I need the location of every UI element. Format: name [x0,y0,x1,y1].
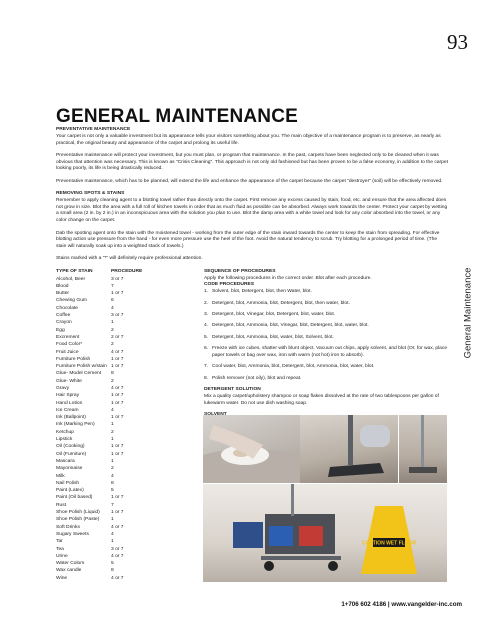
stain-procedure: 1 or 7 [111,510,124,516]
detergent-heading: DETERGENT SOLUTION [204,387,261,393]
stain-type: Glue- White [56,378,82,384]
stain-procedure: 1 or 7 [111,495,124,501]
stain-procedure: 1 [111,320,114,326]
code-list [204,289,450,382]
stain-table-row [56,516,184,523]
vacuum-illustration [300,415,398,483]
wet-floor-sign-text: CAUTION WET FLOOR [361,540,417,547]
stain-type: Ketchup [56,429,74,435]
stain-table-row [56,407,184,414]
stain-procedure: 3 or 7 [111,546,124,552]
stain-type: Chewing Gum [56,298,87,304]
stain-procedure: 1 [111,458,114,464]
preventative-paragraph-1: Your carpet is not only a valuable investment but its appearance tells your visitors something about you. The main objective of a maintenance program is to preserve, as nearly as practical, the original beauty and appearance of the carpet and prolong its useful life. [56,133,441,146]
stain-table-row [56,414,184,421]
removing-heading: REMOVING SPOTS & STAINS [56,191,125,197]
stain-table-row [56,385,184,392]
stain-procedure: 1 or 7 [111,356,124,362]
stain-procedure: 1 or 7 [111,364,124,370]
removing-paragraph-1: Remember to apply cleaning agent to a blotting towel rather than directly onto the carpet. First remove any excess caused by stain, food, etc. and ensure that the area affected does not grow in size. Blot the area with a full roll of kitchen towels in order that as much fluid as possible can be absorbed. Always work towards the center. Protect your carpet by wetting a small area (2 in. by 2 in.) in an inconspicuous area with the solution you plan to use. Blot the damp area with a white towel and look for any color absorbed into the towel, or any color change on the carpet. [56,197,448,224]
stain-table-row [56,429,184,436]
stain-type: Ink (Marking Pen) [56,422,95,428]
code-number: 6. [204,346,209,352]
stain-table-row [56,327,184,334]
stain-type: Crayon [56,320,72,326]
stain-type: Tea [56,546,64,552]
stain-procedure: 1 or 7 [111,451,124,457]
code-number: 1. [204,289,209,295]
stain-procedure: 6 [111,298,114,304]
stain-type: Sugary Sweets [56,531,89,537]
code-text: Cool water, blot, Ammonia, blot, Detergent, blot, Ammonia, blot, water, blot. [212,364,375,370]
stain-type: Wax candle [56,568,82,574]
stain-type: Butter [56,291,70,297]
stain-type: Lipstick [56,437,73,443]
stain-type: Excrement [56,334,80,340]
stain-procedure: 1 [111,437,114,443]
stain-type: Shoe Polish (Paste) [56,517,100,523]
stain-type: Blood [56,283,69,289]
stain-type: Wine [56,575,68,581]
stain-table-row [56,319,184,326]
stain-type: Hand Lotion [56,400,83,406]
stain-table-row [56,443,184,450]
photo-stain-wiping [203,415,301,483]
stain-procedure: 4 [111,531,114,537]
stain-procedure: 8 [111,568,114,574]
stain-table-row [56,524,184,531]
stain-procedure: 2 [111,429,114,435]
wiping-illustration [203,415,301,483]
stain-table-row [56,509,184,516]
stain-table-row [56,546,184,553]
stain-type: Alcohol, Beer [56,276,86,282]
code-item [204,312,450,319]
code-item [204,364,450,371]
stain-table-row [56,349,184,356]
stain-type: Tar [56,539,63,545]
stain-table-row [56,356,184,363]
code-item [204,289,450,296]
stain-procedure: 4 or 7 [111,575,124,581]
stain-type: Fruit Juice [56,349,79,355]
stain-type: Furniture Polish [56,356,91,362]
removing-paragraph-2: Dab the spotting agent onto the stain with the moistened towel - working from the outer edge of the stain inward towards the center to keep the stain from spreading. For effective blotting action use pressure from the hand - for even more pressure use the heel of the foot. Avoid the natural tendency to scrub. Try blotting for a prolonged period of time. (The stain will naturally soak up into a weighted stack of towels.) [56,230,440,250]
sequence-heading: SEQUENCE OF PROCEDURES [204,268,276,274]
stain-table-row [56,370,184,377]
stain-procedure: 1 [111,517,114,523]
stain-table-header [56,269,184,276]
detergent-text: Mix a quality carpet/upholstery shampoo or soap flakes dissolved at the rate of two tablespoons per gallon of lukewarm water. Do not use dish washing soap. [204,393,439,406]
cleaning-cart-illustration [203,484,447,582]
stain-table-row [56,400,184,407]
stain-procedure: 2 [111,378,114,384]
stain-type: Mayonnaise [56,466,83,472]
header-procedure: PROCEDURE [111,268,143,274]
stain-type: Ice Cream [56,407,79,413]
stain-type: Food Color* [56,342,83,348]
code-text: Detergent, blot, Vinegar, blot, Detergent, blot, water, blot. [212,311,336,317]
stain-type: Furniture Polish w/stain [56,364,107,370]
stain-procedure: 8 [111,371,114,377]
stain-procedure: 1 [111,422,114,428]
stain-type: Nail Polish [56,480,80,486]
stain-procedure: 1 or 7 [111,291,124,297]
code-number: 2. [204,300,209,306]
stain-type: Gravy [56,386,70,391]
stain-table-row [56,465,184,472]
stain-procedure: 4 [111,473,114,479]
stain-table-row [56,436,184,443]
stain-table-row [56,290,184,297]
code-text: Detergent, blot, Ammonia, blot, Detergent, blot, then water, blot. [212,300,350,306]
code-item [204,301,450,308]
stain-table-row [56,451,184,458]
code-text: Detergent, blot, Ammonia, blot, Vinegar, blot, Detergent, blot, water, blot. [212,323,369,329]
stain-type: Chocolate [56,305,79,311]
stain-table-row [56,392,184,399]
photo-floor-mop [399,415,447,483]
stain-table-rows [56,276,184,582]
header-type-of-stain: TYPE OF STAIN [56,268,93,274]
sequence-of-procedures [204,269,450,426]
code-text: Freeze with ice cubes, shatter with blunt object. Vacuum out chips, apply solvent, and blot (Or, for wax, place paper towels or bag over wax, iron with warm (not hot) iron to absorb). [212,346,448,358]
stain-type: Water Colors [56,561,85,567]
stain-procedure: 8 [111,480,114,486]
stain-table-row [56,538,184,545]
stain-table-row [56,575,184,582]
stain-table-row [56,363,184,370]
footer-contact: 1+706 602 4186 | www.vangelder-inc.com [341,601,462,608]
stain-procedure: 5 [111,488,114,494]
stain-table-row [56,421,184,428]
stain-procedure: 4 or 7 [111,553,124,559]
code-number: 4. [204,323,209,329]
stain-table-row [56,480,184,487]
stain-procedure: 1 or 7 [111,444,124,450]
stain-table-row [56,341,184,348]
photo-vacuum-cleaner [300,415,398,483]
stain-type: Rust [56,502,67,508]
stain-procedure: 7 [111,502,114,508]
stain-type: Ink (Ballpoint) [56,415,86,421]
stain-procedure: 3 or 7 [111,313,124,319]
sequence-intro: Apply the following procedures in the correct order. Blot after each procedure. [204,275,372,281]
code-text: Polish remover (not oily), blot and repeat. [212,375,302,381]
stain-type: Paint (Latex) [56,488,84,494]
stain-table-row [56,312,184,319]
stain-table-row [56,305,184,312]
code-number: 3. [204,311,209,317]
stain-table-row [56,531,184,538]
stain-procedure: 4 [111,407,114,413]
code-number: 5. [204,334,209,340]
stain-type: Soft Drinks [56,524,80,530]
stain-table-row [56,494,184,501]
stain-type: Glue- Model Cement [56,371,102,377]
stain-table-row [56,334,184,341]
stain-procedure: 4 or 7 [111,349,124,355]
stain-type: Oil (Cooking) [56,444,85,450]
stain-table-row [56,473,184,480]
code-text: Solvent, blot, Detergent, blot, then Water, blot. [212,289,312,295]
page-title: GENERAL MAINTENANCE [56,106,299,127]
stain-type: Egg [56,327,65,333]
stain-procedure: 1 [111,539,114,545]
stain-procedure: 1 or 7 [111,400,124,406]
code-number: 8. [204,375,209,381]
stain-table-row [56,502,184,509]
removing-paragraph-3: Stains marked with a "*" will definitely require professional attention. [56,256,203,262]
code-item [204,346,450,360]
preventative-paragraph-3: Preventative maintenance, which has to be planned, will extend the life and enhance the appearance of the carpet because the carpet “destroyer” (soil) will be effectively removed. [56,178,443,184]
stain-procedure: 4 [111,305,114,311]
stain-procedure: 7 [111,283,114,289]
stain-type: Paint (Oil based) [56,495,93,501]
stain-type: Urine [56,553,68,559]
photo-cleaning-cart [203,484,447,582]
stain-procedure: 2 [111,466,114,472]
stain-table-row [56,560,184,567]
stain-type: Milk [56,473,65,479]
stain-procedure: 2 [111,327,114,333]
code-item [204,323,450,330]
stain-table-row [56,297,184,304]
code-text: Detergent, blot, Ammonia, blot, water, blot, Solvent, blot. [212,334,334,340]
stain-type: Oil (Furniture) [56,451,87,457]
stain-type: Hair Spray [56,393,80,399]
stain-type: Mascara [56,458,75,464]
code-item [204,376,450,383]
stain-table-row [56,283,184,290]
stain-table-row [56,378,184,385]
stain-procedure: 4 or 7 [111,386,124,391]
stain-table-row [56,553,184,560]
stain-table-row [56,276,184,283]
preventative-paragraph-2: Preventative maintenance will protect your investment, but you must plan, or program that maintenance. In the past, carpets have been neglected only to be cleaned when it was obvious that attention was necessary. This is known as “Crisis Cleaning”. This approach is not only old fashioned but has been proven to be a false economy, in addition to the carpet looking poorly, its life is being drastically reduced. [56,152,448,172]
code-item [204,335,450,342]
code-procedures-heading: CODE PROCEDURES [204,282,255,288]
stain-type: Coffee [56,313,71,319]
stain-procedure: 5 [111,561,114,567]
stain-table [56,269,184,582]
mop-illustration [399,415,447,483]
page-number: 93 [447,30,468,54]
preventative-heading: PREVENTATIVE MAINTENANCE [56,127,131,132]
stain-table-row [56,458,184,465]
stain-table-row [56,567,184,574]
stain-type: Shoe Polish (Liquid) [56,510,100,516]
stain-procedure: 1 or 7 [111,415,124,421]
side-section-label: General Maintenance [462,267,474,359]
stain-procedure: 2 or 7 [111,334,124,340]
stain-procedure: 4 or 7 [111,524,124,530]
stain-procedure: 3 or 7 [111,276,124,282]
stain-procedure: 2 [111,342,114,348]
code-number: 7. [204,364,209,370]
stain-procedure: 1 or 7 [111,393,124,399]
stain-table-row [56,487,184,494]
